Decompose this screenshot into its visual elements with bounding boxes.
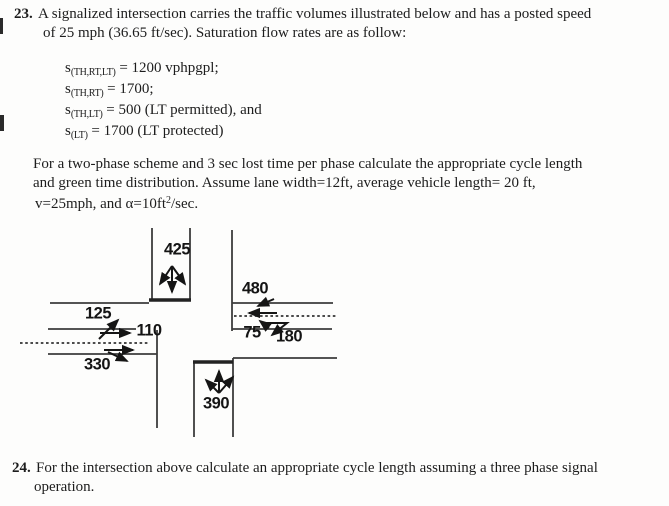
- volume-east-through: 480: [241, 279, 269, 298]
- rate-value: = 1700 (LT protected): [87, 123, 224, 139]
- problem-23-line2: of 25 mph (36.65 ft/sec). Saturation flow rates are as follow:: [43, 25, 407, 41]
- rate-value: = 500 (LT permitted), and: [102, 102, 262, 118]
- rate-symbol: s: [65, 60, 71, 76]
- north-leg-roadway: [50, 228, 191, 303]
- problem-24-line1: For the intersection above calculate an appropriate cycle length assuming a three phase signal: [36, 460, 598, 476]
- rate-value: = 1700;: [103, 81, 154, 97]
- volume-west-through: 110: [136, 321, 162, 340]
- north-approach-arrows: [160, 266, 185, 292]
- problem-23-para-line1: For a two-phase scheme and 3 sec lost time per phase calculate the appropriate cycle length: [33, 156, 583, 172]
- problem-23-line1: A signalized intersection carries the traffic volumes illustrated below and has a posted speed: [38, 6, 592, 22]
- volume-east-left: 180: [275, 327, 303, 346]
- volume-west-left: 125: [84, 304, 112, 323]
- problem-24-line2: operation.: [34, 479, 95, 495]
- rate-symbol: s: [65, 81, 71, 97]
- para-line3-unit: /sec.: [171, 196, 199, 212]
- volume-east-right: 75: [243, 323, 261, 342]
- south-approach-arrows: [206, 371, 233, 393]
- volume-north-approach: 425: [163, 240, 191, 259]
- volume-south-approach: 390: [202, 394, 230, 413]
- rate-symbol: s: [65, 102, 71, 118]
- rate-subscript: (TH,LT): [70, 109, 103, 120]
- rate-symbol: s: [65, 123, 71, 139]
- problem-23-para-line2: and green time distribution. Assume lane width=12ft, average vehicle length= 20 ft,: [33, 175, 536, 191]
- para-line3-text: v=25mph, and α=10ft: [35, 196, 167, 212]
- volume-west-right: 330: [83, 355, 111, 374]
- problem-23-number: 23.: [14, 6, 33, 22]
- rate-subscript: (LT): [70, 130, 88, 141]
- west-leg-roadway: [20, 329, 157, 428]
- rate-subscript: (TH,RT): [70, 88, 104, 99]
- rate-subscript: (TH,RT,LT): [70, 67, 116, 78]
- problem-24-number: 24.: [12, 460, 31, 476]
- rate-value: = 1200 vphpgpl;: [115, 60, 219, 76]
- para-line3-superscript: 2: [166, 195, 172, 206]
